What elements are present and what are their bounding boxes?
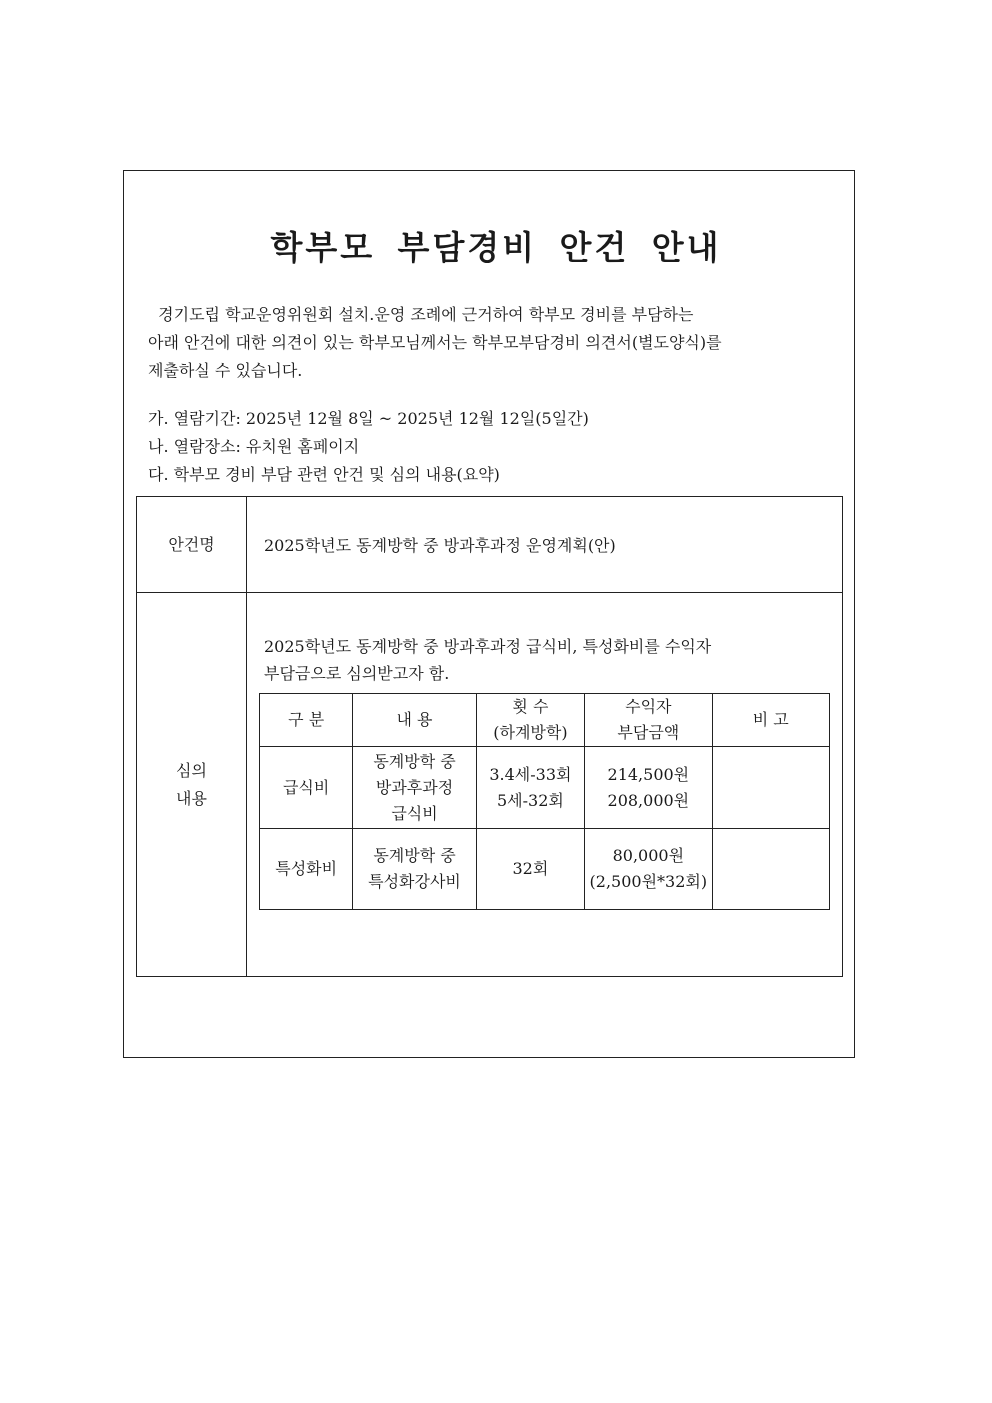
- review-label-line: 내용: [176, 788, 207, 808]
- cell-amount: 214,500원 208,000원: [585, 747, 712, 829]
- agenda-row: [137, 497, 843, 593]
- intro-line: 경기도립 학교운영위원회 설치.운영 조례에 근거하여 학부모 경비를 부담하는: [148, 305, 694, 324]
- agenda-label: 안건명: [137, 497, 247, 593]
- table-row: [260, 829, 830, 910]
- summary-line: 2025학년도 동계방학 중 방과후과정 급식비, 특성화비를 수익자: [264, 637, 712, 656]
- cell-count: 3.4세-33회 5세-32회: [476, 747, 584, 829]
- header-count: 횟 수 (하계방학): [476, 694, 584, 747]
- table-row: [260, 747, 830, 829]
- info-list: [148, 405, 589, 489]
- page-title: 학부모 부담경비 안건 안내: [270, 228, 722, 267]
- header-amount: 수익자 부담금액: [585, 694, 712, 747]
- header-content: 내 용: [353, 694, 476, 747]
- cell-note: [712, 747, 829, 829]
- table-header-row: [260, 694, 830, 747]
- cell-amount: 80,000원 (2,500원*32회): [585, 829, 712, 910]
- review-summary: [264, 633, 842, 687]
- agenda-value: 2025학년도 동계방학 중 방과후과정 운영계획(안): [247, 497, 843, 593]
- review-label: [137, 593, 247, 977]
- cell-category: 급식비: [260, 747, 353, 829]
- info-item-location: 나. 열람장소: 유치원 홈페이지: [148, 437, 360, 456]
- cell-category: 특성화비: [260, 829, 353, 910]
- expense-table: [259, 693, 830, 910]
- cell-content: 동계방학 중 방과후과정 급식비: [353, 747, 476, 829]
- cell-note: [712, 829, 829, 910]
- intro-line: 아래 안건에 대한 의견이 있는 학부모님께서는 학부모부담경비 의견서(별도양식)를: [148, 333, 722, 352]
- header-note: 비 고: [712, 694, 829, 747]
- info-item-summary: 다. 학부모 경비 부담 관련 안건 및 심의 내용(요약): [148, 465, 500, 484]
- summary-line: 부담금으로 심의받고자 함.: [264, 664, 450, 683]
- review-row: [137, 593, 843, 977]
- cell-content: 동계방학 중 특성화강사비: [353, 829, 476, 910]
- info-item-period: 가. 열람기간: 2025년 12월 8일 ~ 2025년 12월 12일(5일간): [148, 409, 589, 428]
- review-content: [247, 593, 843, 977]
- review-label-line: 심의: [176, 760, 207, 780]
- intro-line: 제출하실 수 있습니다.: [148, 361, 303, 380]
- agenda-table: [136, 496, 843, 977]
- header-category: 구 분: [260, 694, 353, 747]
- intro-paragraph: [148, 301, 798, 385]
- cell-count: 32회: [476, 829, 584, 910]
